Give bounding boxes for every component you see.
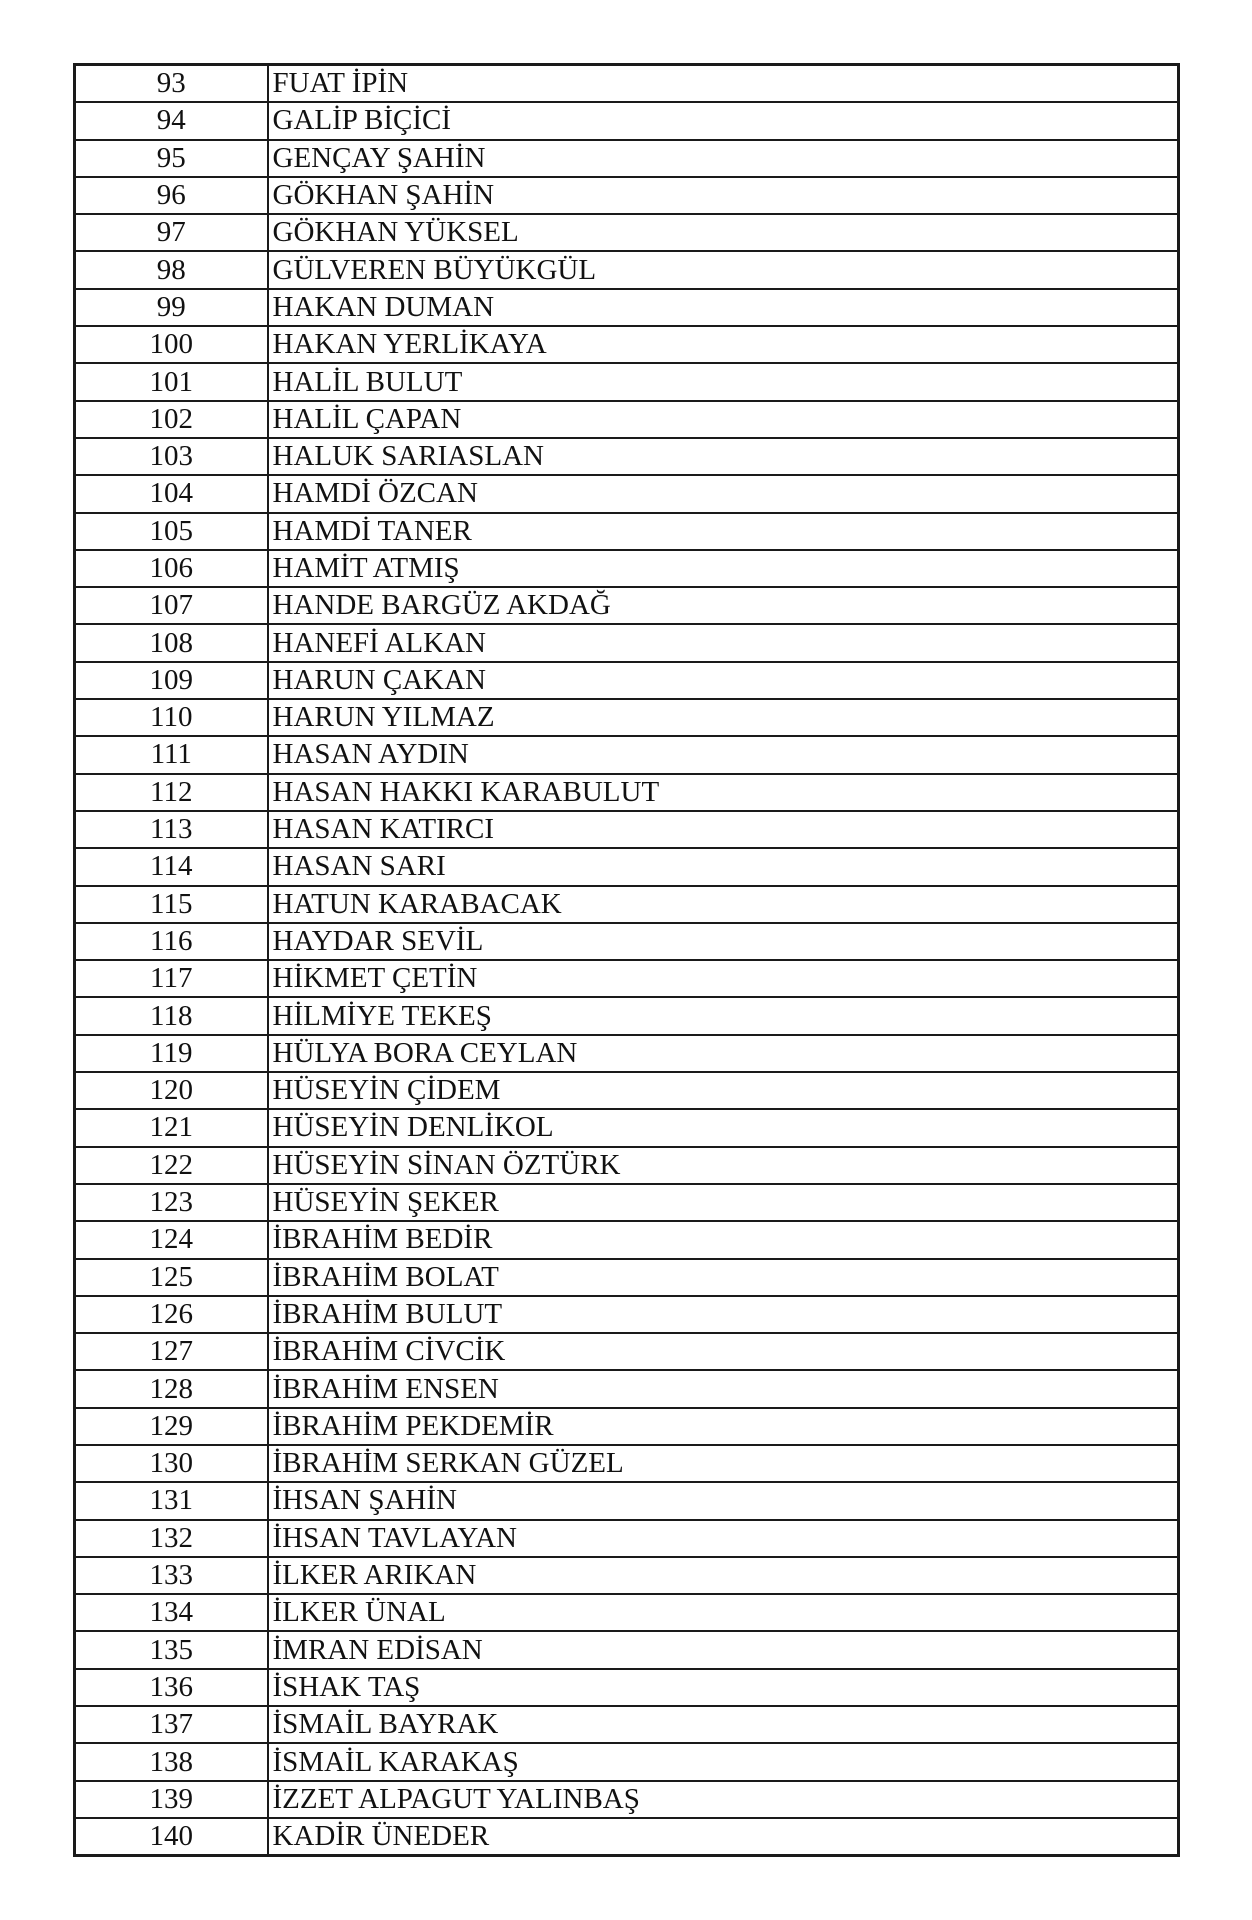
person-name: HARUN ÇAKAN — [268, 662, 1179, 699]
table-row — [75, 1408, 1179, 1445]
table-row — [75, 1743, 1179, 1780]
table-row — [75, 811, 1179, 848]
person-name: İMRAN EDİSAN — [268, 1631, 1179, 1668]
row-number: 100 — [75, 326, 268, 363]
row-number: 97 — [75, 214, 268, 251]
row-number: 134 — [75, 1594, 268, 1631]
table-row — [75, 923, 1179, 960]
table-row — [75, 513, 1179, 550]
person-name: İSMAİL KARAKAŞ — [268, 1743, 1179, 1780]
table-row — [75, 289, 1179, 326]
table-row — [75, 102, 1179, 139]
table-row — [75, 65, 1179, 103]
person-name: KADİR ÜNEDER — [268, 1818, 1179, 1856]
row-number: 93 — [75, 65, 268, 103]
person-name: İZZET ALPAGUT YALINBAŞ — [268, 1781, 1179, 1818]
row-number: 113 — [75, 811, 268, 848]
table-row — [75, 1147, 1179, 1184]
person-name: İBRAHİM CİVCİK — [268, 1333, 1179, 1370]
table-row — [75, 662, 1179, 699]
row-number: 104 — [75, 475, 268, 512]
row-number: 112 — [75, 774, 268, 811]
table-row — [75, 401, 1179, 438]
table-row — [75, 1669, 1179, 1706]
row-number: 137 — [75, 1706, 268, 1743]
person-name: HÜSEYİN SİNAN ÖZTÜRK — [268, 1147, 1179, 1184]
table-row — [75, 960, 1179, 997]
person-name: İBRAHİM SERKAN GÜZEL — [268, 1445, 1179, 1482]
person-name: HAMDİ ÖZCAN — [268, 475, 1179, 512]
table-row — [75, 363, 1179, 400]
person-name: İBRAHİM BOLAT — [268, 1259, 1179, 1296]
person-name: HÜSEYİN ŞEKER — [268, 1184, 1179, 1221]
row-number: 140 — [75, 1818, 268, 1856]
person-name: HARUN YILMAZ — [268, 699, 1179, 736]
table-row — [75, 1296, 1179, 1333]
row-number: 101 — [75, 363, 268, 400]
person-name: HASAN SARI — [268, 848, 1179, 885]
person-name: İHSAN ŞAHİN — [268, 1482, 1179, 1519]
person-name: GÖKHAN ŞAHİN — [268, 177, 1179, 214]
table-row — [75, 177, 1179, 214]
person-name: İBRAHİM BULUT — [268, 1296, 1179, 1333]
person-name: İBRAHİM BEDİR — [268, 1221, 1179, 1258]
person-name: HATUN KARABACAK — [268, 886, 1179, 923]
row-number: 109 — [75, 662, 268, 699]
table-row — [75, 1557, 1179, 1594]
row-number: 95 — [75, 140, 268, 177]
person-name: HANEFİ ALKAN — [268, 624, 1179, 661]
person-name: GALİP BİÇİCİ — [268, 102, 1179, 139]
table-row — [75, 326, 1179, 363]
table-row — [75, 1333, 1179, 1370]
table-row — [75, 997, 1179, 1034]
row-number: 139 — [75, 1781, 268, 1818]
table-row — [75, 1184, 1179, 1221]
person-name: HANDE BARGÜZ AKDAĞ — [268, 587, 1179, 624]
table-row — [75, 1221, 1179, 1258]
person-name: HAKAN YERLİKAYA — [268, 326, 1179, 363]
table-row — [75, 550, 1179, 587]
row-number: 105 — [75, 513, 268, 550]
table-row — [75, 1109, 1179, 1146]
row-number: 110 — [75, 699, 268, 736]
table-row — [75, 1706, 1179, 1743]
row-number: 131 — [75, 1482, 268, 1519]
row-number: 129 — [75, 1408, 268, 1445]
row-number: 128 — [75, 1370, 268, 1407]
table-row — [75, 1594, 1179, 1631]
row-number: 118 — [75, 997, 268, 1034]
row-number: 111 — [75, 736, 268, 773]
row-number: 98 — [75, 251, 268, 288]
row-number: 135 — [75, 1631, 268, 1668]
row-number: 124 — [75, 1221, 268, 1258]
person-name: HASAN KATIRCI — [268, 811, 1179, 848]
row-number: 130 — [75, 1445, 268, 1482]
table-row — [75, 438, 1179, 475]
person-name: FUAT İPİN — [268, 65, 1179, 103]
person-name: İHSAN TAVLAYAN — [268, 1520, 1179, 1557]
person-name: GÜLVEREN BÜYÜKGÜL — [268, 251, 1179, 288]
person-name: HALİL ÇAPAN — [268, 401, 1179, 438]
person-name: HAYDAR SEVİL — [268, 923, 1179, 960]
table-row — [75, 1035, 1179, 1072]
table-row — [75, 886, 1179, 923]
row-number: 125 — [75, 1259, 268, 1296]
person-name: İLKER ÜNAL — [268, 1594, 1179, 1631]
person-name: HALİL BULUT — [268, 363, 1179, 400]
table-row — [75, 1482, 1179, 1519]
table-row — [75, 774, 1179, 811]
table-row — [75, 736, 1179, 773]
person-name: İBRAHİM PEKDEMİR — [268, 1408, 1179, 1445]
person-name: HÜLYA BORA CEYLAN — [268, 1035, 1179, 1072]
row-number: 133 — [75, 1557, 268, 1594]
table-row — [75, 140, 1179, 177]
row-number: 136 — [75, 1669, 268, 1706]
table-row — [75, 1781, 1179, 1818]
row-number: 99 — [75, 289, 268, 326]
row-number: 122 — [75, 1147, 268, 1184]
person-name: HASAN HAKKI KARABULUT — [268, 774, 1179, 811]
person-name: İSMAİL BAYRAK — [268, 1706, 1179, 1743]
table-row — [75, 1445, 1179, 1482]
row-number: 114 — [75, 848, 268, 885]
row-number: 123 — [75, 1184, 268, 1221]
table-row — [75, 624, 1179, 661]
person-name: HAMDİ TANER — [268, 513, 1179, 550]
row-number: 119 — [75, 1035, 268, 1072]
table-row — [75, 214, 1179, 251]
row-number: 102 — [75, 401, 268, 438]
row-number: 127 — [75, 1333, 268, 1370]
names-table-body — [75, 65, 1179, 1856]
row-number: 132 — [75, 1520, 268, 1557]
row-number: 107 — [75, 587, 268, 624]
row-number: 115 — [75, 886, 268, 923]
person-name: GÖKHAN YÜKSEL — [268, 214, 1179, 251]
row-number: 138 — [75, 1743, 268, 1780]
table-row — [75, 251, 1179, 288]
table-row — [75, 1072, 1179, 1109]
person-name: İLKER ARIKAN — [268, 1557, 1179, 1594]
person-name: HAKAN DUMAN — [268, 289, 1179, 326]
row-number: 96 — [75, 177, 268, 214]
row-number: 94 — [75, 102, 268, 139]
table-row — [75, 475, 1179, 512]
person-name: HİLMİYE TEKEŞ — [268, 997, 1179, 1034]
row-number: 120 — [75, 1072, 268, 1109]
person-name: İBRAHİM ENSEN — [268, 1370, 1179, 1407]
person-name: GENÇAY ŞAHİN — [268, 140, 1179, 177]
table-row — [75, 1631, 1179, 1668]
person-name: HÜSEYİN ÇİDEM — [268, 1072, 1179, 1109]
table-row — [75, 1818, 1179, 1856]
table-row — [75, 1370, 1179, 1407]
person-name: HÜSEYİN DENLİKOL — [268, 1109, 1179, 1146]
table-row — [75, 699, 1179, 736]
person-name: HALUK SARIASLAN — [268, 438, 1179, 475]
row-number: 116 — [75, 923, 268, 960]
person-name: İSHAK TAŞ — [268, 1669, 1179, 1706]
row-number: 121 — [75, 1109, 268, 1146]
row-number: 108 — [75, 624, 268, 661]
names-table — [73, 63, 1180, 1857]
table-row — [75, 848, 1179, 885]
person-name: HASAN AYDIN — [268, 736, 1179, 773]
row-number: 117 — [75, 960, 268, 997]
table-row — [75, 1259, 1179, 1296]
row-number: 126 — [75, 1296, 268, 1333]
row-number: 103 — [75, 438, 268, 475]
row-number: 106 — [75, 550, 268, 587]
table-row — [75, 587, 1179, 624]
person-name: HAMİT ATMIŞ — [268, 550, 1179, 587]
table-row — [75, 1520, 1179, 1557]
person-name: HİKMET ÇETİN — [268, 960, 1179, 997]
